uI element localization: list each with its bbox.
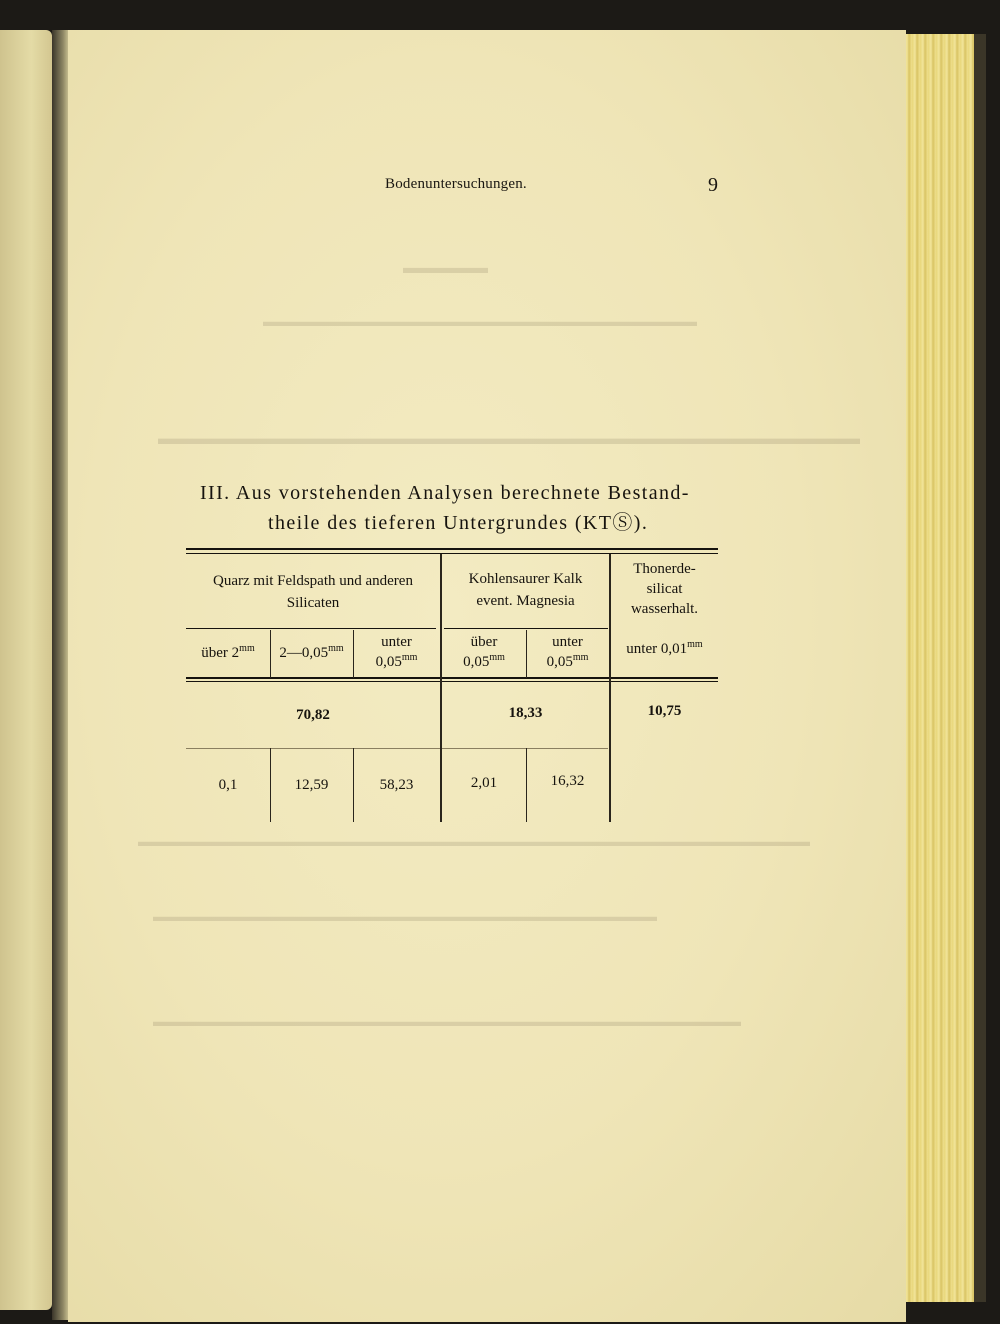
subheader-text: 0,05 (375, 654, 402, 670)
subheader-text: 0,05 (463, 654, 490, 670)
page-number: 9 (708, 174, 718, 196)
subheader-2-005mm (270, 642, 353, 664)
subheader-ueber-005mm (442, 632, 526, 672)
total-thonerde: 10,75 (647, 703, 682, 719)
subheader-text: unter (381, 634, 412, 650)
group-header-line: event. Magnesia (476, 593, 575, 609)
unit-mm: mm (572, 652, 589, 663)
table-heading-line2: theile des tieferen Untergrundes (KTⓈ). (268, 512, 649, 534)
group-header-kalk (442, 568, 609, 612)
bleed-through-text: ▬▬▬▬▬▬▬▬▬▬▬▬▬▬▬▬▬▬▬▬▬▬▬▬▬▬▬▬▬▬▬▬▬▬▬▬▬▬▬▬▬▬ (153, 1015, 741, 1030)
subheader-unter-001mm (611, 638, 718, 660)
subheader-unter-005mm (353, 632, 440, 672)
total-kalk: 18,33 (508, 705, 543, 721)
subheader-text: über (470, 634, 498, 650)
table-heading-line1: III. Aus vorstehenden Analysen berechnete Bestand- (200, 482, 690, 504)
bleed-through-text: ▬▬▬▬▬ (403, 258, 488, 277)
unit-mm: mm (687, 639, 703, 650)
unit-mm: mm (328, 643, 344, 654)
group-header-line: Kohlensaurer Kalk (468, 571, 583, 587)
group-header-line: Thonerde- (633, 561, 696, 577)
bleed-through-text: ▬▬▬▬▬▬▬▬▬▬▬▬▬▬▬▬▬▬▬▬▬▬▬▬▬▬▬▬▬▬▬▬▬▬▬▬▬▬▬ (158, 428, 860, 448)
value-ueber-2mm: 0,1 (218, 777, 238, 793)
group-header-line: Silicaten (286, 595, 340, 611)
bleed-through-text: ▬▬▬▬▬▬▬▬▬▬▬▬▬▬▬▬▬▬▬▬▬▬▬▬▬▬▬▬▬▬▬ (263, 315, 697, 330)
subheader-text: über 2 (201, 645, 240, 661)
group-divider-rule (444, 628, 608, 629)
group-divider-rule (186, 628, 436, 629)
group-header-line: wasserhalt. (630, 601, 699, 617)
group-header-quarz (186, 570, 440, 614)
table-heading (200, 478, 720, 538)
running-head-title: Bodenuntersuchungen. (385, 176, 527, 192)
bleed-through-text: ▬▬▬▬▬▬▬▬▬▬▬▬▬▬▬▬▬▬▬▬▬▬▬▬▬▬▬▬▬▬▬▬▬▬▬▬▬▬▬▬▬▬▬▬▬▬▬▬ (138, 835, 810, 850)
bleed-through-text: ▬▬▬▬▬▬▬▬▬▬▬▬▬▬▬▬▬▬▬▬▬▬▬▬▬▬▬▬▬▬▬▬▬▬▬▬ (153, 910, 657, 925)
facing-page-edge (0, 30, 52, 1310)
subheader-text: unter 0,01 (626, 641, 688, 657)
unit-mm: mm (401, 652, 418, 663)
total-quarz: 70,82 (296, 707, 330, 723)
page-block-edges (904, 34, 974, 1302)
top-double-rule (186, 548, 718, 550)
value-unter-005mm-kalk: 16,32 (550, 773, 585, 789)
value-unter-005mm: 58,23 (379, 777, 414, 793)
header-bottom-rule-thin (186, 681, 718, 682)
value-2-005mm: 12,59 (294, 777, 329, 793)
subheader-unter-005mm-kalk (526, 632, 609, 672)
group-header-line: silicat (646, 581, 683, 597)
analysis-table (186, 548, 718, 822)
subheader-text: 2—0,05 (279, 645, 329, 661)
value-ueber-005mm: 2,01 (470, 775, 498, 791)
unit-mm: mm (489, 652, 505, 663)
subheader-text: 0,05 (546, 654, 573, 670)
subheader-ueber-2mm (186, 642, 270, 664)
unit-mm: mm (239, 643, 255, 654)
totals-divider-rule (186, 748, 608, 749)
header-bottom-rule (186, 677, 718, 679)
subheader-text: unter (552, 634, 583, 650)
top-double-rule-thin (186, 553, 718, 554)
group-header-thonerde (611, 559, 718, 619)
group-header-line: Quarz mit Feldspath und anderen (213, 573, 413, 589)
